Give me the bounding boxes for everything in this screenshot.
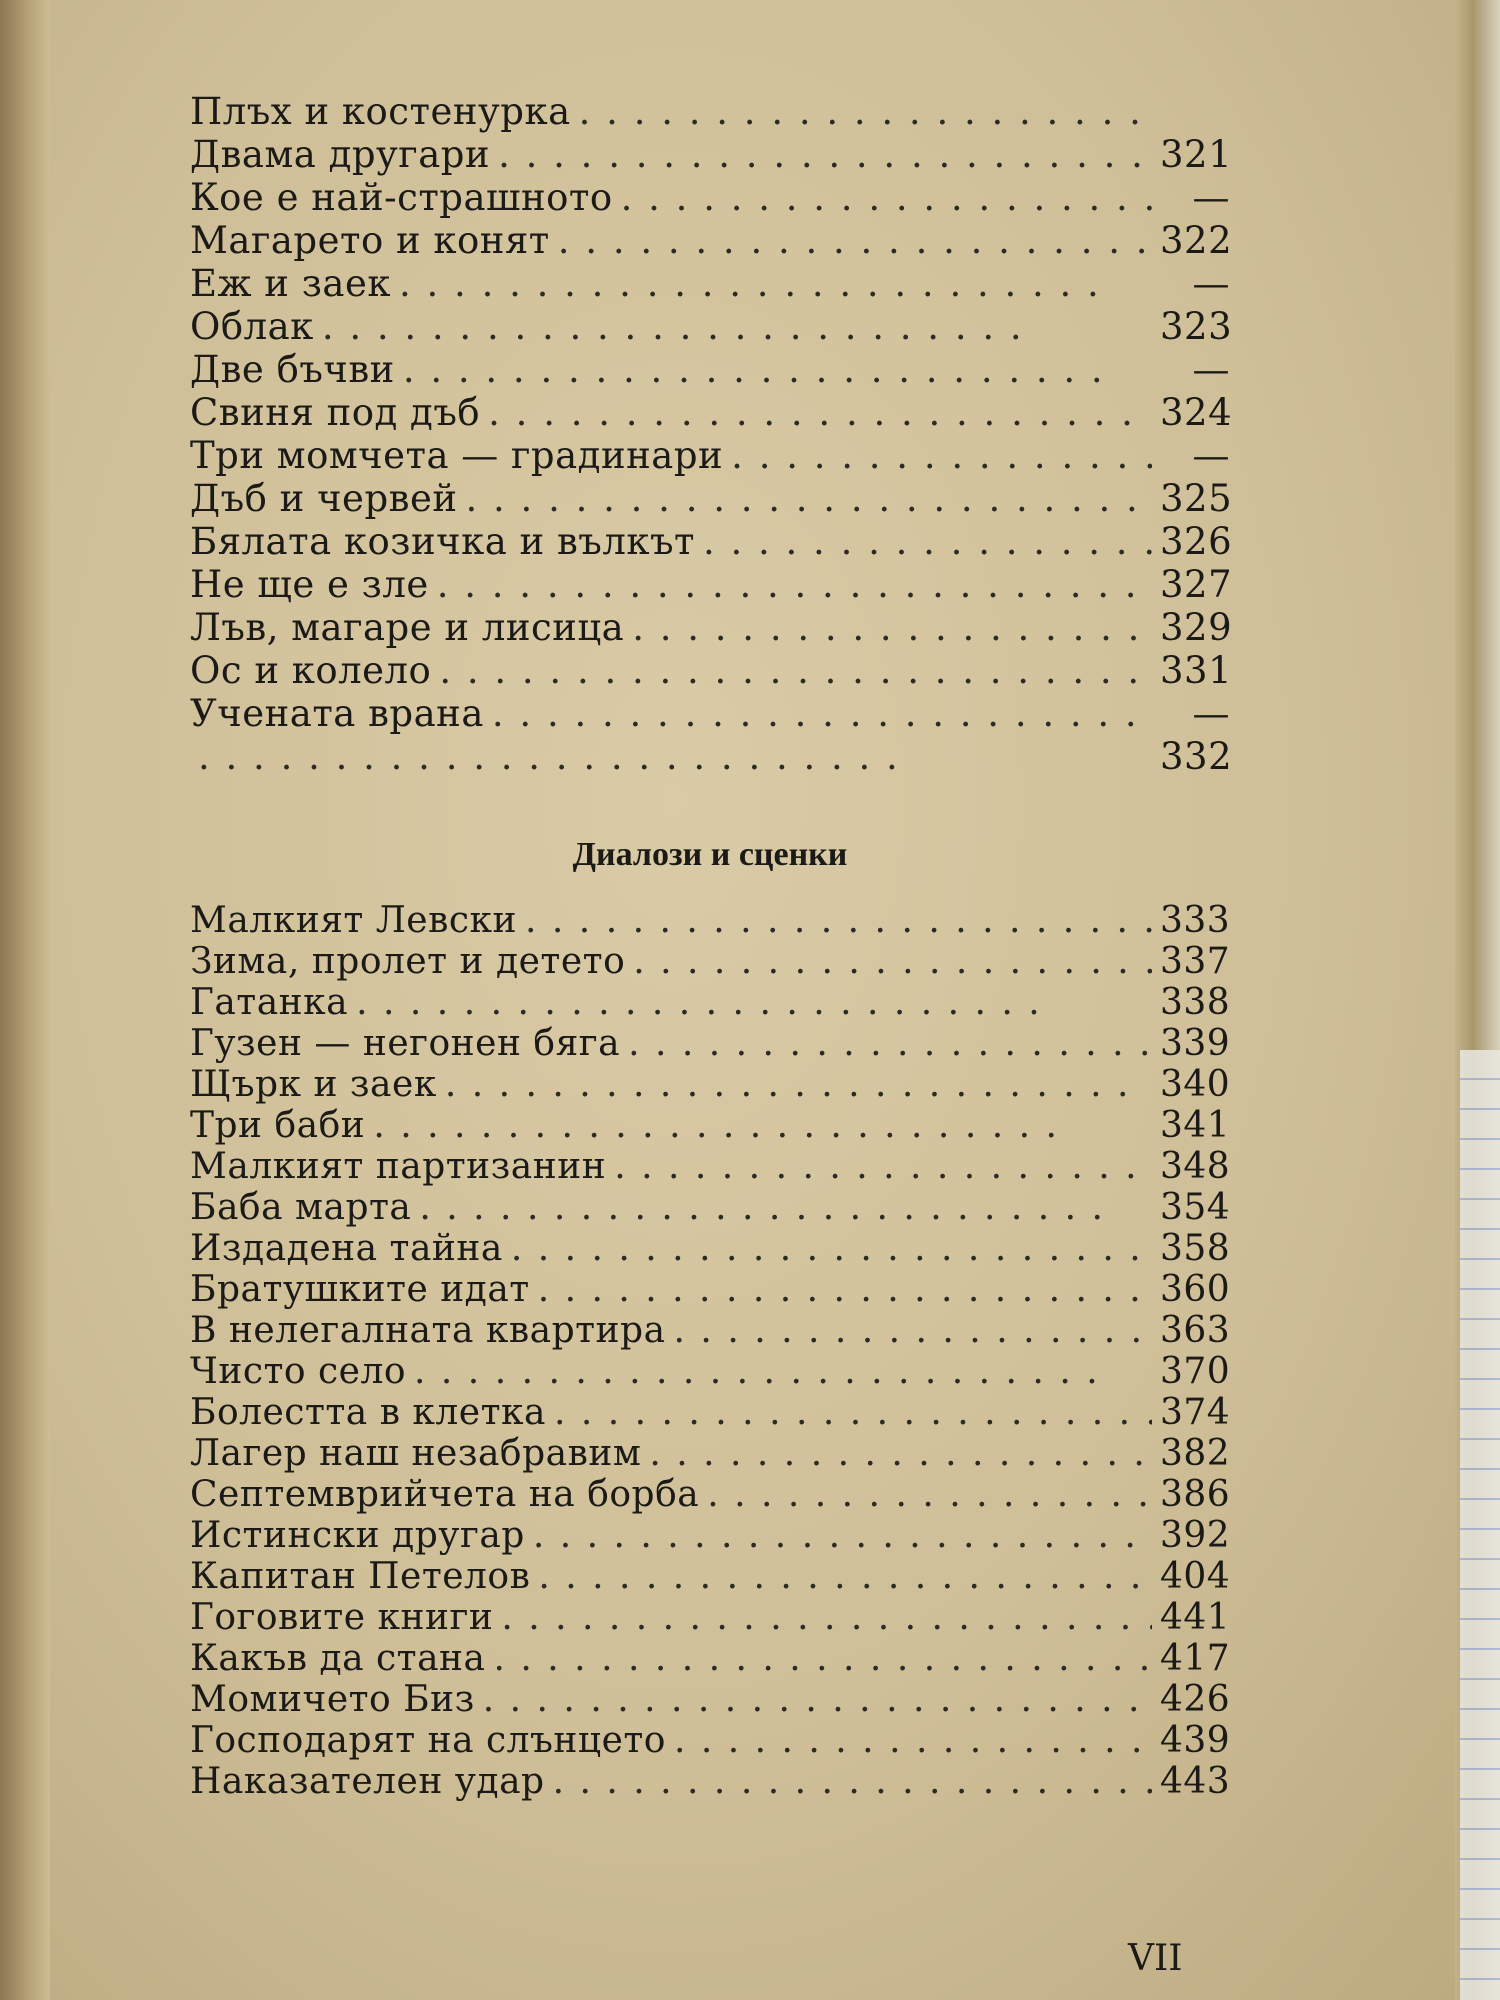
toc-entry-page: 441 [1160, 1597, 1231, 1638]
toc-entry-page: 327 [1160, 563, 1233, 606]
toc-entry-title: В нелегалната квартира [190, 1310, 666, 1351]
toc-entry-title: Лагер наш незабравим [190, 1433, 642, 1474]
toc-entry-page: 331 [1160, 649, 1233, 692]
toc-entry-page: — [1192, 348, 1230, 391]
toc-leader-dots [649, 1433, 1152, 1474]
toc-leader-dots [633, 941, 1152, 982]
toc-leader-dots [538, 1269, 1152, 1310]
toc-entry-title: Свиня под дъб [190, 391, 481, 434]
toc-entry-page: 392 [1160, 1515, 1231, 1556]
toc-leader-dots [419, 1187, 1152, 1228]
toc-leader-dots [498, 133, 1152, 176]
toc-entry-page: 329 [1160, 606, 1233, 649]
toc-entry [190, 1761, 1230, 1802]
toc-entry-page: 337 [1160, 941, 1231, 982]
toc-entry-page: 340 [1160, 1064, 1231, 1105]
toc-entry-title: Облак [190, 305, 314, 348]
toc-entry [190, 262, 1230, 305]
toc-leader-dots [554, 1392, 1152, 1433]
toc-entry-title: Плъх и костенурка [190, 90, 571, 133]
toc-entry [190, 982, 1230, 1023]
toc-entry-title: Септемврийчета на борба [190, 1474, 700, 1515]
toc-leader-dots [198, 735, 1152, 778]
toc-entry-title: Гузен — негонен бяга [190, 1023, 621, 1064]
toc-entry-page: 404 [1160, 1556, 1231, 1597]
toc-entry [190, 90, 1230, 133]
toc-leader-dots [558, 219, 1152, 262]
toc-entry-title: Не ще е зле [190, 563, 429, 606]
toc-leader-dots [553, 1761, 1152, 1802]
toc-leader-dots [579, 90, 1152, 133]
toc-leader-dots [674, 1310, 1152, 1351]
toc-entry-page: 325 [1160, 477, 1233, 520]
page-folio: VII [1128, 1938, 1183, 1979]
page-edge [1455, 0, 1500, 2000]
toc-entry [190, 1433, 1230, 1474]
toc-entry-title: Чисто село [190, 1351, 407, 1392]
toc-entry [190, 900, 1230, 941]
toc-leader-dots [399, 262, 1152, 305]
toc-leader-dots [437, 563, 1152, 606]
toc-entry-title: Еж и заек [190, 262, 391, 305]
toc-entry-title: Две бъчви [190, 348, 395, 391]
toc-entry [190, 133, 1233, 176]
toc-entry-title: Малкият Левски [190, 900, 518, 941]
toc-entry-page: 354 [1160, 1187, 1231, 1228]
toc-entry-title: Истински другар [190, 1515, 525, 1556]
toc-leader-dots [492, 692, 1152, 735]
toc-entry-title: Лъв, магаре и лисица [190, 606, 625, 649]
toc-entry-page: 443 [1160, 1761, 1231, 1802]
toc-leader-dots [414, 1351, 1152, 1392]
toc-entry-page: 339 [1160, 1023, 1231, 1064]
toc-entry [190, 1310, 1230, 1351]
toc-entry [190, 1269, 1230, 1310]
toc-leader-dots [356, 982, 1152, 1023]
toc-entry-page: 322 [1160, 219, 1233, 262]
toc-leader-dots [707, 1474, 1152, 1515]
toc-leader-dots [621, 176, 1152, 219]
toc-entry [190, 1351, 1230, 1392]
toc-group-fables [190, 90, 1233, 778]
toc-entry-title: Учената врана [190, 692, 484, 735]
toc-entry-page: 386 [1160, 1474, 1231, 1515]
toc-leader-dots [322, 305, 1152, 348]
toc-entry-page: 341 [1160, 1105, 1231, 1146]
toc-entry-page: 360 [1160, 1269, 1231, 1310]
toc-entry-title: Баба марта [190, 1187, 412, 1228]
toc-entry-page: 332 [1160, 735, 1233, 778]
toc-entry-title: Три момчета — градинари [190, 434, 724, 477]
toc-leader-dots [501, 1597, 1152, 1638]
book-spine [0, 0, 50, 2000]
toc-entry-title: Господарят на слънцето [190, 1720, 666, 1761]
toc-entry-title: Зима, пролет и детето [190, 941, 626, 982]
toc-entry-page: — [1192, 434, 1230, 477]
toc-leader-dots [483, 1679, 1152, 1720]
toc-leader-dots [632, 606, 1152, 649]
toc-entry-page: 323 [1160, 305, 1233, 348]
toc-entry-page: 374 [1160, 1392, 1231, 1433]
toc-entry-page: 382 [1160, 1433, 1231, 1474]
toc-entry [190, 176, 1230, 219]
toc-leader-dots [538, 1556, 1152, 1597]
toc-entry [190, 563, 1233, 606]
toc-leader-dots [731, 434, 1152, 477]
toc-entry [190, 1679, 1230, 1720]
toc-leader-dots [488, 391, 1152, 434]
toc-leader-dots [445, 1064, 1152, 1105]
toc-entry-title: Магарето и конят [190, 219, 550, 262]
toc-entry-page: 417 [1160, 1638, 1231, 1679]
toc-entry-page: — [1192, 692, 1230, 735]
toc-entry-page: 358 [1160, 1228, 1231, 1269]
toc-leader-dots [439, 649, 1152, 692]
toc-leader-dots [511, 1228, 1152, 1269]
toc-group-dialogues [190, 900, 1230, 1802]
toc-entry-title: Какъв да стана [190, 1638, 486, 1679]
toc-entry-title: Болестта в клетка [190, 1392, 546, 1433]
toc-entry [190, 1146, 1230, 1187]
toc-entry-title: Щърк и заек [190, 1064, 437, 1105]
toc-entry [190, 219, 1233, 262]
toc-entry-title: Издадена тайна [190, 1228, 503, 1269]
table-of-contents [190, 90, 1233, 1802]
toc-entry [190, 305, 1233, 348]
toc-entry [190, 1597, 1230, 1638]
toc-entry-title: Наказателен удар [190, 1761, 545, 1802]
toc-entry-title: Двама другари [190, 133, 491, 176]
toc-entry-title: Дъб и червей [190, 477, 458, 520]
toc-entry-title: Кое е най-страшното [190, 176, 613, 219]
toc-entry [190, 1228, 1230, 1269]
toc-entry-title: Гатанка [190, 982, 349, 1023]
toc-entry-page: 324 [1160, 391, 1233, 434]
toc-entry [190, 1392, 1230, 1433]
toc-leader-dots [494, 1638, 1152, 1679]
toc-entry [190, 1638, 1230, 1679]
toc-entry [190, 520, 1233, 563]
toc-entry-title: Малкият партизанин [190, 1146, 607, 1187]
toc-entry-page: 439 [1160, 1720, 1231, 1761]
toc-entry [190, 1474, 1230, 1515]
toc-leader-dots [628, 1023, 1152, 1064]
toc-entry [190, 1720, 1230, 1761]
toc-entry-page: 333 [1160, 900, 1231, 941]
toc-entry-title: Гоговите книги [190, 1597, 494, 1638]
toc-entry-page: 348 [1160, 1146, 1231, 1187]
section-heading: Диалози и сценки [572, 836, 848, 873]
toc-entry-page: 363 [1160, 1310, 1231, 1351]
toc-entry [190, 941, 1230, 982]
toc-entry [190, 649, 1233, 692]
toc-leader-dots [403, 348, 1152, 391]
toc-entry-page: 370 [1160, 1351, 1231, 1392]
toc-entry [190, 1187, 1230, 1228]
toc-entry [190, 348, 1230, 391]
toc-leader-dots [466, 477, 1152, 520]
toc-entry [190, 434, 1230, 477]
toc-leader-dots [373, 1105, 1152, 1146]
toc-entry [190, 1105, 1230, 1146]
toc-entry-title: Капитан Петелов [190, 1556, 531, 1597]
toc-entry [190, 735, 1233, 778]
toc-entry [190, 1515, 1230, 1556]
toc-entry [190, 606, 1233, 649]
toc-entry-title: Бялата козичка и вълкът [190, 520, 695, 563]
toc-entry-page: 321 [1160, 133, 1233, 176]
toc-entry-title: Ос и колело [190, 649, 432, 692]
toc-entry-title: Братушките идат [190, 1269, 530, 1310]
toc-entry-page: 326 [1160, 520, 1233, 563]
toc-entry-title: Три баби [190, 1105, 366, 1146]
toc-entry-page: — [1192, 262, 1230, 305]
toc-entry [190, 1023, 1230, 1064]
toc-entry-title: Момичето Биз [190, 1679, 475, 1720]
toc-entry-page: 426 [1160, 1679, 1231, 1720]
toc-entry [190, 477, 1233, 520]
toc-entry [190, 391, 1233, 434]
toc-entry [190, 1064, 1230, 1105]
toc-leader-dots [703, 520, 1152, 563]
toc-leader-dots [525, 900, 1152, 941]
toc-entry-page: — [1192, 176, 1230, 219]
toc-entry-page: 338 [1160, 982, 1231, 1023]
toc-leader-dots [533, 1515, 1152, 1556]
toc-entry [190, 1556, 1230, 1597]
toc-leader-dots [674, 1720, 1152, 1761]
toc-leader-dots [614, 1146, 1152, 1187]
toc-entry [190, 692, 1230, 735]
